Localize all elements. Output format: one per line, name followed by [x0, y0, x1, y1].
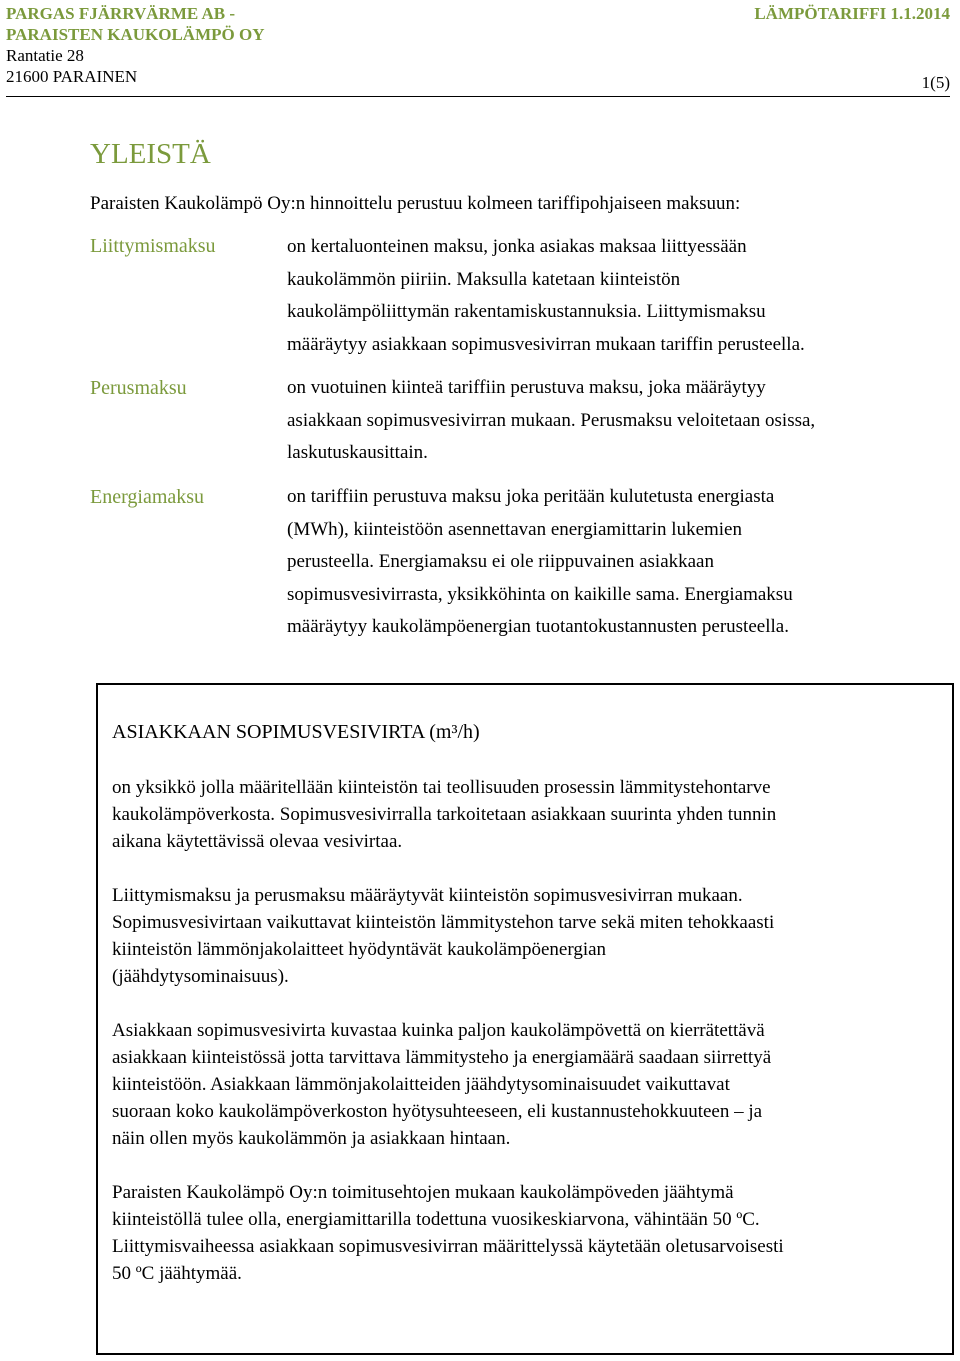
term-perusmaksu: Perusmaksu	[90, 377, 187, 399]
paragraph-line: asiakkaan kiinteistössä jotta tarvittava lämmitysteho ja energiamäärä saadaan siirrettyä	[112, 1047, 772, 1068]
tariff-title: LÄMPÖTARIFFI 1.1.2014	[754, 4, 950, 23]
paragraph-line: on yksikkö jolla määritellään kiinteistön tai teollisuuden prosessin lämmitystehontarve	[112, 777, 771, 798]
page-number: 1(5)	[921, 73, 950, 92]
definition-perusmaksu	[287, 372, 952, 470]
term-energiamaksu: Energiamaksu	[90, 486, 205, 508]
street-address: Rantatie 28	[6, 46, 84, 65]
paragraph-line: Liittymismaksu ja perusmaksu määräytyvät kiinteistön sopimusvesivirran mukaan.	[112, 885, 743, 906]
paragraph-line: Liittymisvaiheessa asiakkaan sopimusvesivirran määrittelyssä käytetään oletusarvoisesti	[112, 1236, 784, 1257]
paragraph-line: kaukolämpöverkosta. Sopimusvesivirralla tarkoitetaan asiakkaan suurinta yhden tunnin	[112, 804, 777, 825]
letterhead	[6, 3, 264, 87]
definition-energiamaksu	[287, 481, 952, 644]
header-divider	[6, 96, 950, 97]
paragraph-line: kiinteistöön. Asiakkaan lämmönjakolaitteiden jäähdytysominaisuudet vaikuttavat	[112, 1074, 730, 1095]
box-title: ASIAKKAAN SOPIMUSVESIVIRTA (m³/h)	[112, 721, 480, 743]
definition-line: on tariffiin perustuva maksu joka peritään kulutetusta energiasta	[287, 486, 775, 507]
company-name-line2: PARAISTEN KAUKOLÄMPÖ OY	[6, 25, 265, 44]
paragraph-line: aikana käytettävissä olevaa vesivirtaa.	[112, 831, 403, 852]
term-liittymismaksu: Liittymismaksu	[90, 235, 216, 257]
definition-line: perusteella. Energiamaksu ei ole riippuvainen asiakkaan	[287, 551, 714, 572]
definition-line: määräytyy kaukolämpöenergian tuotantokustannusten perusteella.	[287, 616, 789, 637]
paragraph-line: kiinteistön lämmönjakolaitteet hyödyntävät kaukolämpöenergian	[112, 939, 607, 960]
definition-line: (MWh), kiinteistöön asennettavan energiamittarin lukemien	[287, 518, 742, 540]
paragraph-line: Sopimusvesivirtaan vaikuttavat kiinteistön lämmitystehon tarve sekä miten tehokkaasti	[112, 912, 775, 933]
paragraph-line: suoraan koko kaukolämpöverkoston hyötysuhteeseen, eli kustannustehokkuuteen – ja	[112, 1101, 763, 1122]
definition-line: on kertaluonteinen maksu, jonka asiakas maksaa liittyessään	[287, 236, 747, 257]
paragraph-line: näin ollen myös kaukolämmön ja asiakkaan hintaan.	[112, 1128, 511, 1149]
company-name-line1: PARGAS FJÄRRVÄRME AB -	[6, 4, 236, 23]
box-paragraph	[112, 774, 942, 855]
box-paragraph	[112, 1017, 942, 1152]
definition-line: on vuotuinen kiinteä tariffiin perustuva maksu, joka määräytyy	[287, 377, 766, 398]
definition-line: määräytyy asiakkaan sopimusvesivirran mukaan tariffin perusteella.	[287, 333, 805, 355]
sopimusvesivirta-box	[96, 683, 954, 1355]
box-paragraph	[112, 882, 942, 990]
box-paragraph	[112, 1179, 942, 1287]
definition-liittymismaksu	[287, 231, 952, 361]
paragraph-line: kiinteistöllä tulee olla, energiamittarilla todettuna vuosikeskiarvona, vähintään 50 ºC.	[112, 1209, 760, 1230]
definition-line: kaukolämmön piiriin. Maksulla katetaan kiinteistön	[287, 268, 681, 290]
definition-line: kaukolämpöliittymän rakentamiskustannuksia. Liittymismaksu	[287, 301, 766, 322]
definition-line: laskutuskausittain.	[287, 442, 428, 463]
paragraph-line: (jäähdytysominaisuus).	[112, 966, 289, 987]
section-title: YLEISTÄ	[90, 138, 211, 170]
postal-address: 21600 PARAINEN	[6, 67, 138, 86]
paragraph-line: Asiakkaan sopimusvesivirta kuvastaa kuinka paljon kaukolämpövettä on kierrätettävä	[112, 1020, 765, 1041]
definition-line: sopimusvesivirrasta, yksikköhinta on kaikille sama. Energiamaksu	[287, 583, 793, 605]
paragraph-line: Paraisten Kaukolämpö Oy:n toimitusehtojen mukaan kaukolämpöveden jäähtymä	[112, 1182, 734, 1203]
definition-line: asiakkaan sopimusvesivirran mukaan. Perusmaksu veloitetaan osissa,	[287, 409, 816, 431]
paragraph-line: 50 ºC jäähtymää.	[112, 1263, 242, 1284]
intro-text: Paraisten Kaukolämpö Oy:n hinnoittelu perustuu kolmeen tariffipohjaiseen maksuun:	[90, 193, 741, 214]
